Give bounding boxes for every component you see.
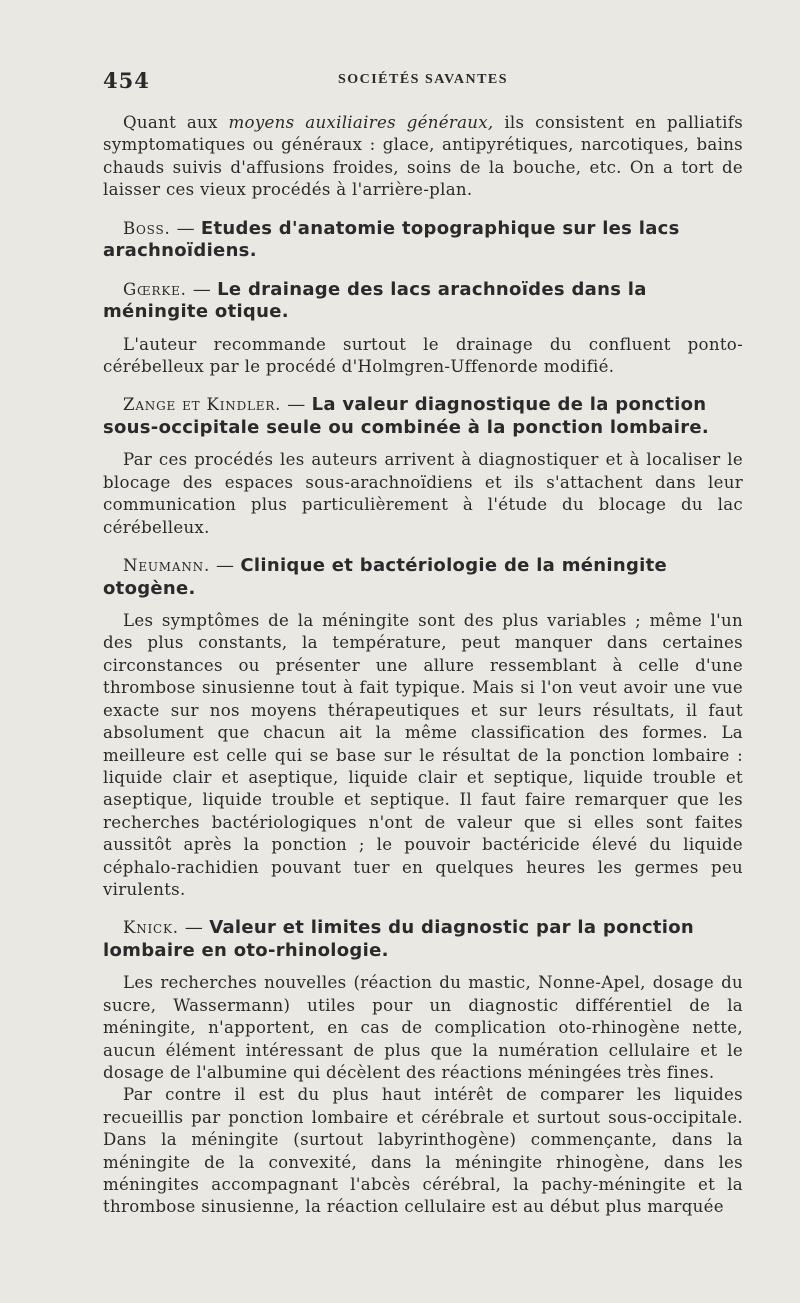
entry-boss [103,218,743,263]
intro-text-before: Quant aux [123,113,229,132]
entry-neumann [103,555,743,901]
entry-separator: — [178,917,210,939]
entry-title: Le drainage des lacs arachnoïdes dans la méningite otique. [103,278,647,323]
intro-paragraph [103,112,743,202]
entry-paragraph: Par ces procédés les auteurs arrivent à diagnostiquer et à localiser le blocage des espaces sous-arachnoïdiens et ils s'attachent dans leur communication plus particulièrement à l'étude du blocage du lac cérébelleux. [103,450,743,537]
entry-heading [103,917,743,962]
entry-zange-kindler [103,394,743,539]
entry-goerke [103,279,743,379]
entry-paragraph: Les symptômes de la méningite sont des plus variables ; même l'un des plus constants, la température, peut manquer dans certaines circonstances ou présenter une allure ressemblant à celle d'une thrombose sinusienne tout à fait typique. Mais si l'on veut avoir une vue exacte sur nos moyens thérapeutiques et sur leurs résultats, il faut absolument que chacun ait la même classification des formes. La meilleure est celle qui se base sur le résultat de la ponction lombaire : liquide clair et aseptique, liquide clair et septique, liquide trouble et aseptique, liquide trouble et septique. Il faut faire remarquer que les recherches bactériologiques n'ont de valeur que si elles sont faites aussitôt après la ponction ; le pouvoir bactéricide élevé du liquide céphalo-rachidien pouvant tuer en quelques heures les germes peu virulents. [103,611,743,899]
entry-paragraph: Les recherches nouvelles (réaction du mastic, Nonne-Apel, dosage du sucre, Wassermann) utiles pour un diagnostic différentiel de la méningite, n'apportent, en cas de complication oto-rhinogène nette, aucun élément intéressant de plus que la numération cellulaire et le dosage de l'albumine qui décèlent des réactions méningées très fines. [103,973,743,1082]
entry-separator: — [281,394,312,416]
entry-heading [103,555,743,600]
entry-author: Zange et Kindler. [123,395,282,415]
entry-author: Knick. [123,918,179,938]
running-head: SOCIÉTÉS SAVANTES [337,72,509,87]
entry-paragraph: Par contre il est du plus haut intérêt de comparer les liquides recueillis par ponction lombaire et cérébrale et surtout sous-occipitale. Dans la méningite (surtout labyrinthogène) commençante, dans la méningite de la convexité, dans la méningite rhinogène, dans les méningites accompagnant l'abcès cérébral, la pachy-méningite et la thrombose sinusienne, la réaction cellulaire est au début plus marquée [103,1085,743,1217]
entry-title: Valeur et limites du diagnostic par la ponction lombaire en oto-rhinologie. [103,917,694,961]
intro-text-after: ils consistent en palliatifs symptomatiques ou généraux : glace, antipyrétiques, narcotiques, bains chauds suivis d'affusions froides, soins de la bouche, etc. On a tort de laisser ces vieux procédés à l'arrière-plan. [103,113,744,200]
page-header [103,68,743,94]
entry-separator: — [210,555,241,577]
entry-title: La valeur diagnostique de la ponction sous-occipitale seule ou combinée à la ponction lombaire. [103,394,710,438]
intro-emphasis: moyens auxiliaires généraux, [228,113,494,132]
entry-separator: — [170,217,201,239]
entry-heading [103,279,743,324]
entry-author: Boss. [123,218,171,238]
entry-separator: — [186,278,218,300]
entry-heading [103,394,743,439]
entry-paragraph: L'auteur recommande surtout le drainage du confluent ponto-cérébelleux par le procédé d'Holmgren-Uffenorde modifié. [103,334,743,377]
page-number: 454 [103,68,150,93]
entry-author: Neumann. [123,556,211,576]
entry-knick [103,917,743,1218]
body-text [103,112,743,1219]
entry-heading [103,218,743,263]
entry-title: Etudes d'anatomie topographique sur les lacs arachnoïdiens. [103,217,680,262]
entry-author: Gœrke. [123,279,187,299]
entry-title: Clinique et bactériologie de la méningite otogène. [103,555,668,599]
